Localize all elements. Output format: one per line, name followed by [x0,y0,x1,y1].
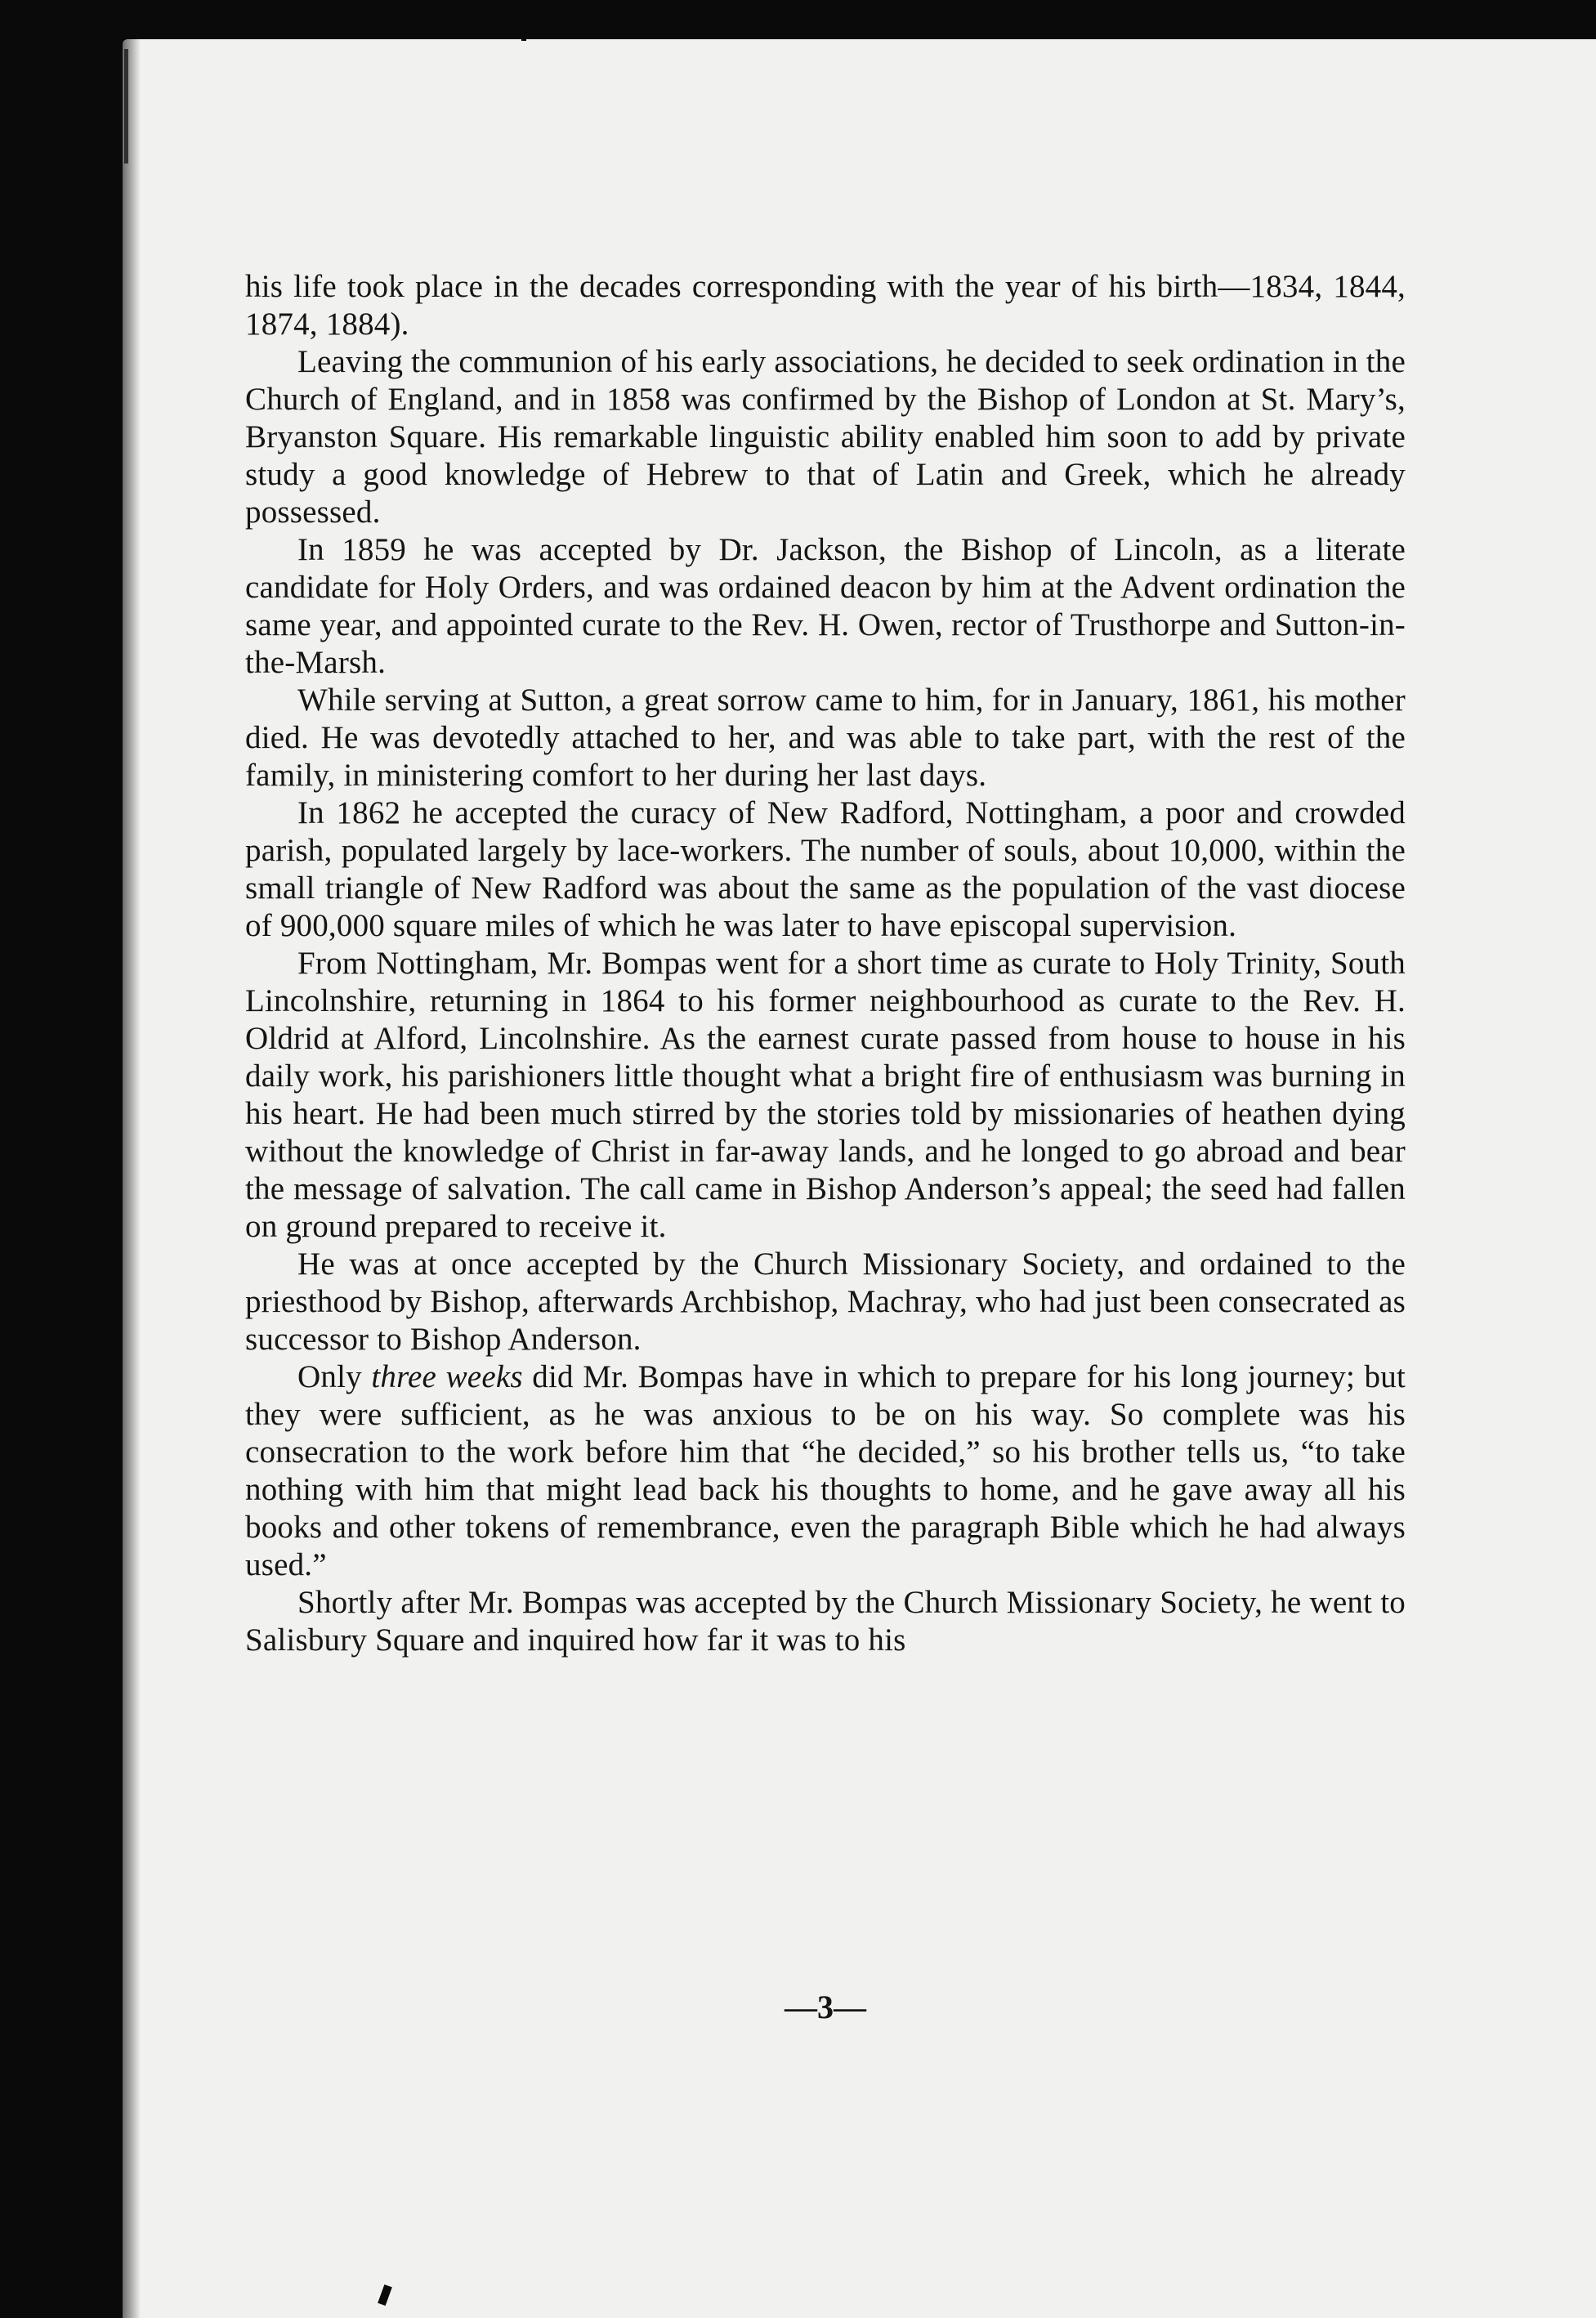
paragraph: Shortly after Mr. Bompas was accepted by the Church Missionary Society, he went to Salisbury Square and inquired how far it was to his [245,1585,1406,1658]
edge-mark [124,49,128,163]
emphasis: three weeks [371,1359,523,1394]
paragraph-rest: did Mr. Bompas have in which to prepare for his long journey; but they were sufficient, as he was anxious to be on his way. So complete was his consecration to the work before him that “he decided,” so his brother tells us, “to take nothing with him that might lead back his thoughts to home, and he gave away all his books and other tokens of remembrance, even the paragraph Bible which he had always used.” [245,1359,1406,1582]
binding-mark [521,15,526,41]
paragraph: He was at once accepted by the Church Missionary Society, and ordained to the priesthood by Bishop, afterwards Archbishop, Machray, who had just been consecrated as successor to Bishop Anderson. [245,1246,1406,1357]
paragraph: From Nottingham, Mr. Bompas went for a short time as curate to Holy Trinity, South Lincolnshire, returning in 1864 to his former neighbourhood as curate to the Rev. H. Oldrid at Alford, Lincolnshire. As the earnest curate passed from house to house in his daily work, his parishioners little thought what a bright fire of enthusiasm was burning in his heart. He had been much stirred by the stories told by missionaries of heathen dying without the knowledge of Christ in far-away lands, and he longed to go abroad and bear the message of salvation. The call came in Bishop Anderson’s appeal; the seed had fallen on ground prepared to receive it. [245,946,1406,1244]
paragraph: In 1862 he accepted the curacy of New Radford, Nottingham, a poor and crowded parish, populated largely by lace-workers. The number of souls, about 10,000, within the small triangle of New Radford was about the same as the population of the vast diocese of 900,000 square miles of which he was later to have episcopal supervision. [245,795,1406,943]
edge-mark [93,1649,101,1679]
body-text [245,268,1406,1659]
page-number: —3— [785,1989,866,2025]
paragraph-start: Only [297,1359,372,1394]
paragraph: In 1859 he was accepted by Dr. Jackson, the Bishop of Lincoln, as a literate candidate for Holy Orders, and was ordained deacon by him at the Advent ordination the same year, and appointed curate to the Rev. H. Owen, rector of Trusthorpe and Sutton-in-the-Marsh. [245,532,1406,680]
paragraph: Leaving the communion of his early associations, he decided to seek ordination in the Church of England, and in 1858 was confirmed by the Bishop of London at St. Mary’s, Bryanston Square. His remarkable linguistic ability enabled him soon to add by private study a good knowledge of Hebrew to that of Latin and Greek, which he already possessed. [245,344,1406,530]
paragraph: While serving at Sutton, a great sorrow came to him, for in January, 1861, his mother died. He was devotedly attached to her, and was able to take part, with the rest of the family, in ministering comfort to her during her last days. [245,682,1406,793]
paragraph [245,1358,1406,1584]
gutter-shadow [123,39,141,2318]
paragraph: his life took place in the decades corresponding with the year of his birth—1834, 1844, 1874, 1884). [245,269,1406,342]
